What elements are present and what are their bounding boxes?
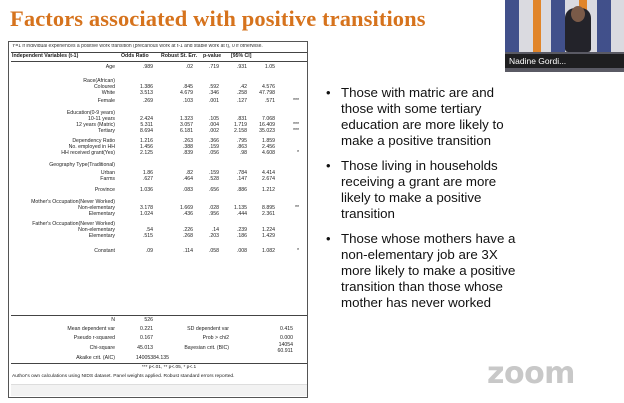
regression-table xyxy=(8,41,308,398)
table-cell-se: .226 xyxy=(182,227,193,233)
table-cell-se: .02 xyxy=(185,64,193,70)
bullet-text: Those whose mothers have a non-elementary job are 3X more likely to make a positive transition than those whose mother has never worked xyxy=(341,231,516,310)
table-cell-label: Age xyxy=(105,64,115,70)
table-cell-or: 8.694 xyxy=(140,128,153,134)
table-cell-or: .989 xyxy=(142,64,153,70)
table-cell-label: Dependency Ratio xyxy=(72,138,115,144)
table-cell-hi: 1.859 xyxy=(262,138,275,144)
table-cell-label: HH received grant(Yes) xyxy=(61,150,115,156)
header-independent-variables: Independent Variables (t-1) xyxy=(12,53,79,59)
table-cell-hi: 4.608 xyxy=(262,150,275,156)
table-cell-lo: .98 xyxy=(239,150,247,156)
table-cell-lo: .886 xyxy=(236,187,247,193)
participant-video-tile[interactable] xyxy=(505,0,624,72)
summary-mean-dep-value: 0.221 xyxy=(140,326,153,332)
header-p-value: p-value xyxy=(203,53,222,59)
table-cell-se: 3.057 xyxy=(180,122,193,128)
table-cell-or: 1.216 xyxy=(140,138,153,144)
significance-note: *** p<.01, ** p<.05, * p<.1 xyxy=(141,365,197,370)
table-cell-label: Coloured xyxy=(93,84,115,90)
table-cell-label: Education(0-9 years) xyxy=(66,110,115,116)
bullet-item xyxy=(326,85,526,149)
summary-chi2-label: Chi-square xyxy=(89,345,115,351)
table-cell-or: 3.178 xyxy=(140,205,153,211)
table-cell-se: .263 xyxy=(182,138,193,144)
participant-head xyxy=(571,6,585,22)
table-cell-p: .592 xyxy=(208,84,219,90)
table-cell-se: .464 xyxy=(182,176,193,182)
table-cell-label: Province xyxy=(94,187,115,193)
table-cell-hi: 1.212 xyxy=(262,187,275,193)
table-cell-or: 3.513 xyxy=(140,90,153,96)
summary-aic-value: 14005384.135 xyxy=(135,355,169,361)
table-cell-lo: 2.158 xyxy=(234,128,247,134)
bullet-list xyxy=(326,85,526,320)
table-cell-se: .083 xyxy=(182,187,193,193)
table-cell-sig: * xyxy=(296,248,299,254)
table-cell-or: 1.456 xyxy=(140,144,153,150)
table-cell-label: 12 years (Matric) xyxy=(76,122,115,128)
header-ci: [95% CI] xyxy=(231,53,252,59)
zoom-watermark-logo: zoom xyxy=(487,356,575,391)
summary-prob-chi2-label: Prob > chi2 xyxy=(202,335,229,341)
table-cell-p: .159 xyxy=(208,170,219,176)
table-cell-lo: .186 xyxy=(236,233,247,239)
table-cell-or: 2.424 xyxy=(140,116,153,122)
table-cell-lo: .444 xyxy=(236,211,247,217)
header-robust-se: Robust St. Err. xyxy=(161,53,198,59)
table-cell-or: 1.036 xyxy=(140,187,153,193)
table-cell-p: .528 xyxy=(208,176,219,182)
table-cell-hi: 47.798 xyxy=(259,90,275,96)
table-cell-lo: .239 xyxy=(236,227,247,233)
table-cell-se: .82 xyxy=(185,170,193,176)
table-cell-or: .09 xyxy=(145,248,153,254)
table-cell-or: 1.024 xyxy=(140,211,153,217)
table-cell-hi: 7.068 xyxy=(262,116,275,122)
table-cell-or: .627 xyxy=(142,176,153,182)
table-cell-p: .346 xyxy=(208,90,219,96)
table-cell-label: Race(African) xyxy=(83,78,115,84)
table-cell-or: 2.125 xyxy=(140,150,153,156)
table-cell-se: .103 xyxy=(182,98,193,104)
table-cell-lo: .831 xyxy=(236,116,247,122)
table-cell-p: .719 xyxy=(208,64,219,70)
table-cell-p: .105 xyxy=(208,116,219,122)
summary-sd-dep-label: SD dependent var xyxy=(187,326,229,332)
table-cell-lo: .147 xyxy=(236,176,247,182)
summary-pseudo-r2-label: Pseudo r-squared xyxy=(73,335,115,341)
table-cell-label: Constant xyxy=(94,248,115,254)
header-odds-ratio: Odds Ratio xyxy=(121,53,149,59)
bullet-text: Those living in households receiving a grant are more likely to make a positive transition xyxy=(341,158,498,221)
table-cell-lo: .863 xyxy=(236,144,247,150)
table-cell-p: .001 xyxy=(208,98,219,104)
table-cell-lo: 1.719 xyxy=(234,122,247,128)
table-cell-or: .515 xyxy=(142,233,153,239)
table-cell-lo: .42 xyxy=(239,84,247,90)
table-cell-se: 4.679 xyxy=(180,90,193,96)
table-cell-p: .159 xyxy=(208,144,219,150)
table-cell-lo: .931 xyxy=(236,64,247,70)
summary-bic-value-2: 60.911 xyxy=(277,348,293,354)
table-cell-label: Farms xyxy=(100,176,115,182)
table-cell-p: .14 xyxy=(211,227,219,233)
table-cell-or: .269 xyxy=(142,98,153,104)
table-cell-sig: *** xyxy=(292,128,299,134)
table-cell-hi: 1.05 xyxy=(264,64,275,70)
participant-name-label: Nadine Gordi... xyxy=(505,54,624,68)
table-cell-se: 1.669 xyxy=(180,205,193,211)
table-cell-sig: * xyxy=(296,150,299,156)
table-cell-se: .845 xyxy=(182,84,193,90)
source-note: Author's own calculations using NIDS dataset. Panel weights applied. Robust standard errors reported. xyxy=(12,374,235,379)
table-cell-p: .366 xyxy=(208,138,219,144)
summary-aic-label: Akaike crit. (AIC) xyxy=(76,355,115,361)
table-rule-summary xyxy=(11,363,307,364)
table-cell-p: .028 xyxy=(208,205,219,211)
table-cell-or: .54 xyxy=(145,227,153,233)
table-cell-label: Non-elementary xyxy=(78,205,115,211)
table-rule-header xyxy=(11,61,307,62)
table-cell-hi: 1.082 xyxy=(262,248,275,254)
table-cell-sig: *** xyxy=(292,122,299,128)
table-cell-hi: 35.023 xyxy=(259,128,275,134)
table-cell-label: Mother's Occupation(Never Worked) xyxy=(31,199,115,205)
bullet-text: Those with matric are and those with some tertiary education are more likely to make a positive transition xyxy=(341,85,504,148)
table-cell-label: Father's Occupation(Never Worked) xyxy=(32,221,115,227)
slide-title: Factors associated with positive transitions xyxy=(10,6,426,31)
table-caption: Y=1 if individual experiences a positive work transition (precarious work at t-1 and stable work at t), 0 if otherwise. xyxy=(12,44,263,49)
table-cell-or: 5.311 xyxy=(140,122,153,128)
table-cell-lo: 1.135 xyxy=(234,205,247,211)
summary-prob-chi2-value: 0.000 xyxy=(280,335,293,341)
bullet-item xyxy=(326,231,526,311)
summary-n-value: 526 xyxy=(144,317,153,323)
table-cell-lo: .127 xyxy=(236,98,247,104)
table-cell-label: 10-11 years xyxy=(87,116,115,122)
table-cell-p: .004 xyxy=(208,122,219,128)
table-cell-se: .388 xyxy=(182,144,193,150)
bullet-dot-icon: • xyxy=(326,231,331,246)
bullet-dot-icon: • xyxy=(326,158,331,173)
table-cell-hi: 1.224 xyxy=(262,227,275,233)
summary-mean-dep-label: Mean dependent var xyxy=(67,326,115,332)
table-cell-p: .002 xyxy=(208,128,219,134)
summary-pseudo-r2-value: 0.167 xyxy=(140,335,153,341)
table-cell-p: .956 xyxy=(208,211,219,217)
table-cell-label: Elementary xyxy=(88,233,115,239)
table-cell-label: Elementary xyxy=(88,211,115,217)
table-rule-bottom xyxy=(11,315,307,316)
table-cell-lo: .258 xyxy=(236,90,247,96)
table-cell-se: .114 xyxy=(183,248,193,254)
table-cell-sig: ** xyxy=(294,205,299,211)
table-cell-lo: .008 xyxy=(236,248,247,254)
table-cell-label: Non-elementary xyxy=(78,227,115,233)
summary-bic-value-1: 14054 xyxy=(278,342,293,348)
table-cell-label: White xyxy=(101,90,115,96)
bullet-item xyxy=(326,158,526,222)
table-cell-se: 1.323 xyxy=(180,116,193,122)
bullet-dot-icon: • xyxy=(326,85,331,100)
table-cell-hi: 2.361 xyxy=(262,211,275,217)
table-cell-hi: 8.895 xyxy=(262,205,275,211)
table-cell-lo: .795 xyxy=(236,138,247,144)
table-cell-hi: .571 xyxy=(264,98,275,104)
table-cell-label: Urban xyxy=(100,170,115,176)
table-cell-p: .056 xyxy=(208,150,219,156)
table-cell-p: .058 xyxy=(208,248,219,254)
table-cell-hi: 4.576 xyxy=(262,84,275,90)
table-cell-se: .436 xyxy=(182,211,193,217)
table-cell-hi: 1.429 xyxy=(262,233,275,239)
table-cell-p: .203 xyxy=(208,233,219,239)
table-cell-hi: 2.674 xyxy=(262,176,275,182)
table-cell-hi: 4.414 xyxy=(262,170,275,176)
table-cell-label: No. employed in HH xyxy=(68,144,115,150)
summary-chi2-value: 45.013 xyxy=(137,345,153,351)
table-cell-se: .268 xyxy=(182,233,193,239)
table-cell-se: 6.181 xyxy=(180,128,193,134)
table-cell-se: .839 xyxy=(182,150,193,156)
summary-sd-dep-value: 0.415 xyxy=(280,326,293,332)
summary-n-label: N xyxy=(111,317,115,323)
table-cell-label: Geography Type(Traditional) xyxy=(49,162,115,168)
table-cell-label: Tertiary xyxy=(97,128,115,134)
horizontal-scrollbar[interactable] xyxy=(11,384,307,396)
table-cell-hi: 2.456 xyxy=(262,144,275,150)
table-cell-hi: 16.409 xyxy=(259,122,275,128)
table-cell-sig: *** xyxy=(292,98,299,104)
table-cell-lo: .784 xyxy=(236,170,247,176)
table-cell-label: Female xyxy=(97,98,115,104)
table-cell-p: .656 xyxy=(208,187,219,193)
table-cell-or: 1.86 xyxy=(142,170,153,176)
table-cell-or: 1.386 xyxy=(140,84,153,90)
summary-bic-label: Bayesian crit. (BIC) xyxy=(184,345,229,351)
